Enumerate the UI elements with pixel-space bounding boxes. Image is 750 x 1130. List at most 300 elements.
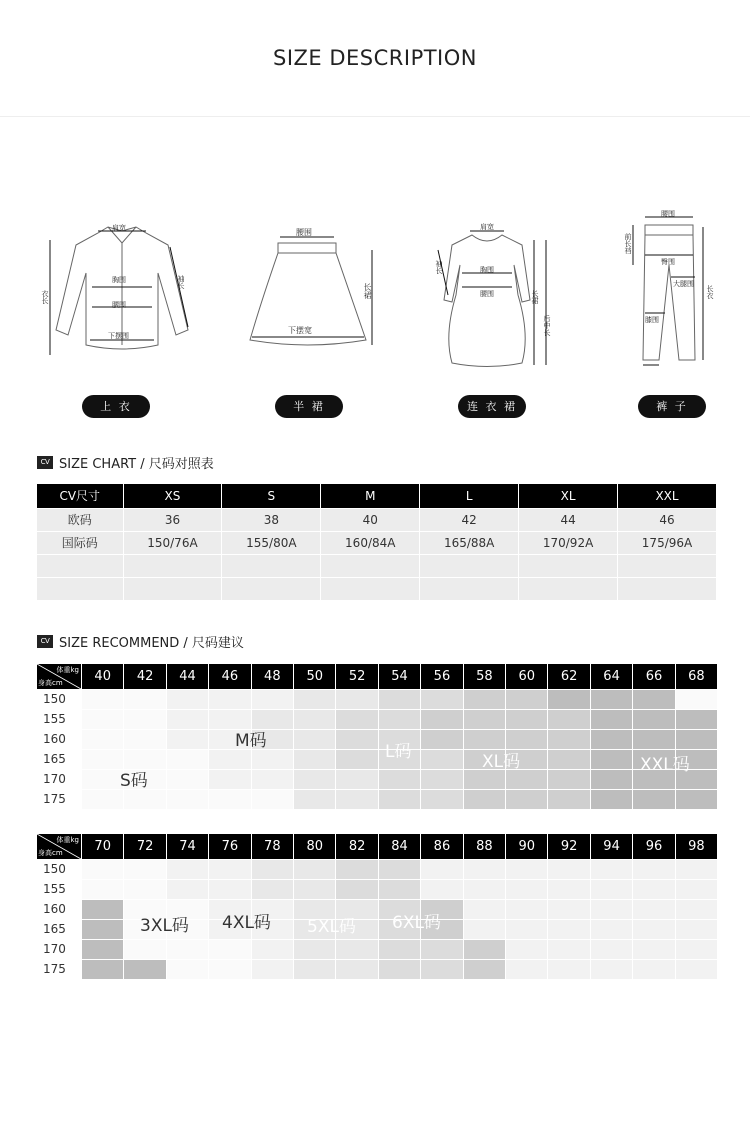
grid-row xyxy=(37,709,717,729)
grid-cell xyxy=(547,859,589,879)
weight-col-header: 48 xyxy=(251,664,293,689)
size-col-header: S xyxy=(222,484,321,508)
height-row-label: 165 xyxy=(37,749,81,769)
grid-cell xyxy=(420,939,462,959)
grid-row xyxy=(37,859,717,879)
grid-cell xyxy=(378,939,420,959)
grid-cell xyxy=(81,789,123,809)
shirt-label-hem: 下摆围 xyxy=(108,332,129,340)
size-col-header: XXL xyxy=(618,484,717,508)
skirt-diagram xyxy=(240,205,380,365)
weight-col-header: 82 xyxy=(335,834,377,859)
grid-cell xyxy=(378,879,420,899)
grid-cell xyxy=(632,689,674,709)
grid-cell xyxy=(81,879,123,899)
grid-cell xyxy=(378,959,420,979)
dress-label-back-length: 后中长 xyxy=(543,315,551,336)
dress-label-chest: 胸围 xyxy=(480,266,494,274)
weight-col-header: 84 xyxy=(378,834,420,859)
shirt-label-chest: 胸围 xyxy=(112,276,126,284)
grid-cell xyxy=(547,689,589,709)
weight-col-header: 56 xyxy=(420,664,462,689)
grid-cell xyxy=(420,729,462,749)
grid-cell xyxy=(463,769,505,789)
grid-cell xyxy=(208,959,250,979)
size-col-header: L xyxy=(420,484,519,508)
shirt-label-length: 衣长 xyxy=(41,290,49,304)
grid-cell xyxy=(675,939,717,959)
size-cell: 170/92A xyxy=(519,531,618,554)
grid-cell xyxy=(590,859,632,879)
grid-cell xyxy=(547,959,589,979)
skirt-label-length: 长裙 xyxy=(363,283,372,299)
grid-cell xyxy=(420,859,462,879)
size-col-header: XS xyxy=(123,484,222,508)
grid-cell xyxy=(123,789,165,809)
grid-cell xyxy=(590,919,632,939)
height-row-label: 170 xyxy=(37,769,81,789)
grid-cell xyxy=(378,709,420,729)
grid-cell xyxy=(293,879,335,899)
grid-row xyxy=(37,919,717,939)
skirt-label-hem: 下摆宽 xyxy=(288,326,312,335)
grid-cell xyxy=(81,689,123,709)
grid-cell xyxy=(251,939,293,959)
size-chart-row xyxy=(37,554,717,577)
grid-cell xyxy=(81,859,123,879)
grid-cell xyxy=(632,939,674,959)
weight-col-header: 42 xyxy=(123,664,165,689)
grid-cell xyxy=(293,859,335,879)
shirt-label-sleeve: 袖长 xyxy=(177,275,185,289)
grid-corner xyxy=(37,664,81,689)
pants-label-knee: 膝围 xyxy=(645,316,659,324)
grid-cell xyxy=(123,859,165,879)
grid-cell xyxy=(293,769,335,789)
size-cell: 40 xyxy=(321,508,420,531)
grid-cell xyxy=(632,789,674,809)
cv-logo-icon: CV xyxy=(37,635,53,648)
size-chart-table xyxy=(37,484,717,600)
grid-cell xyxy=(590,879,632,899)
weight-col-header: 58 xyxy=(463,664,505,689)
size-cell xyxy=(420,554,519,577)
size-recommend-heading-text: SIZE RECOMMEND / 尺码建议 xyxy=(59,635,244,651)
grid-cell xyxy=(251,879,293,899)
grid-cell xyxy=(505,729,547,749)
weight-col-header: 94 xyxy=(590,834,632,859)
height-row-label: 175 xyxy=(37,789,81,809)
grid-cell xyxy=(335,959,377,979)
size-cell: 175/96A xyxy=(618,531,717,554)
weight-col-header: 68 xyxy=(675,664,717,689)
grid-row xyxy=(37,729,717,749)
size-zone-label: M码 xyxy=(235,731,267,751)
grid-cell xyxy=(335,939,377,959)
size-cell xyxy=(618,577,717,600)
grid-cell xyxy=(632,859,674,879)
size-row-label xyxy=(37,554,123,577)
grid-row xyxy=(37,939,717,959)
grid-cell xyxy=(505,899,547,919)
size-cell: 155/80A xyxy=(222,531,321,554)
grid-cell xyxy=(675,899,717,919)
grid-cell xyxy=(335,859,377,879)
grid-cell xyxy=(420,879,462,899)
grid-cell xyxy=(81,959,123,979)
size-cell: 36 xyxy=(123,508,222,531)
grid-cell xyxy=(547,729,589,749)
grid-cell xyxy=(335,769,377,789)
grid-row xyxy=(37,899,717,919)
grid-cell xyxy=(505,939,547,959)
grid-cell xyxy=(463,859,505,879)
grid-cell xyxy=(463,789,505,809)
title-divider xyxy=(0,116,750,117)
grid-cell xyxy=(463,939,505,959)
grid-cell xyxy=(632,959,674,979)
grid-cell xyxy=(293,959,335,979)
grid-cell xyxy=(335,789,377,809)
grid-cell xyxy=(547,769,589,789)
size-recommend-heading xyxy=(37,632,244,650)
grid-cell xyxy=(123,709,165,729)
grid-cell xyxy=(166,689,208,709)
grid-cell xyxy=(166,769,208,789)
grid-cell xyxy=(590,899,632,919)
grid-cell xyxy=(378,689,420,709)
grid-cell xyxy=(335,879,377,899)
grid-row xyxy=(37,789,717,809)
grid-cell xyxy=(547,939,589,959)
weight-col-header: 40 xyxy=(81,664,123,689)
grid-cell xyxy=(547,709,589,729)
skirt-label-waist: 腰围 xyxy=(296,228,312,237)
size-cell xyxy=(420,577,519,600)
size-recommend-grid-2 xyxy=(37,834,717,979)
cv-logo-icon: CV xyxy=(37,456,53,469)
size-col-header: XL xyxy=(519,484,618,508)
grid-cell xyxy=(378,859,420,879)
size-zone-label: 4XL码 xyxy=(222,913,271,933)
grid-cell xyxy=(590,789,632,809)
grid-cell xyxy=(675,789,717,809)
weight-col-header: 72 xyxy=(123,834,165,859)
height-row-label: 160 xyxy=(37,729,81,749)
grid-cell xyxy=(675,919,717,939)
grid-cell xyxy=(293,749,335,769)
grid-cell xyxy=(420,689,462,709)
grid-cell xyxy=(675,729,717,749)
grid-cell xyxy=(420,789,462,809)
grid-cell xyxy=(632,899,674,919)
grid-cell xyxy=(420,769,462,789)
grid-row xyxy=(37,959,717,979)
grid-cell xyxy=(81,769,123,789)
weight-col-header: 86 xyxy=(420,834,462,859)
weight-col-header: 74 xyxy=(166,834,208,859)
size-cell: 160/84A xyxy=(321,531,420,554)
grid-cell xyxy=(81,729,123,749)
grid-cell xyxy=(632,919,674,939)
grid-cell xyxy=(335,689,377,709)
page-title: SIZE DESCRIPTION xyxy=(273,46,477,70)
grid-cell xyxy=(547,789,589,809)
shirt-diagram xyxy=(40,205,200,365)
grid-cell xyxy=(632,729,674,749)
size-cell: 150/76A xyxy=(123,531,222,554)
grid-cell xyxy=(81,709,123,729)
grid-cell xyxy=(463,879,505,899)
grid-cell xyxy=(463,959,505,979)
garment-pill-skirt[interactable]: 半 裙 xyxy=(275,395,343,418)
size-cell xyxy=(519,577,618,600)
corner-height-label: 身高cm xyxy=(38,849,63,857)
garment-pill-pants[interactable]: 裤 子 xyxy=(638,395,706,418)
size-row-label: 欧码 xyxy=(37,508,123,531)
size-cell: 44 xyxy=(519,508,618,531)
corner-weight-label: 体重kg xyxy=(56,666,79,674)
weight-col-header: 78 xyxy=(251,834,293,859)
grid-cell xyxy=(293,709,335,729)
grid-cell xyxy=(208,859,250,879)
grid-cell xyxy=(81,919,123,939)
grid-cell xyxy=(251,859,293,879)
pants-label-length: 长衣 xyxy=(706,285,714,299)
grid-cell xyxy=(81,749,123,769)
weight-col-header: 80 xyxy=(293,834,335,859)
height-row-label: 155 xyxy=(37,879,81,899)
size-cell: 165/88A xyxy=(420,531,519,554)
pants-label-thigh: 大腿围 xyxy=(673,280,694,288)
grid-cell xyxy=(378,789,420,809)
grid-cell xyxy=(251,959,293,979)
weight-col-header: 52 xyxy=(335,664,377,689)
grid-cell xyxy=(251,769,293,789)
grid-cell xyxy=(166,729,208,749)
size-zone-label: L码 xyxy=(385,742,412,762)
grid-cell xyxy=(335,749,377,769)
size-chart-row xyxy=(37,531,717,554)
grid-cell xyxy=(208,749,250,769)
weight-col-header: 50 xyxy=(293,664,335,689)
pants-label-waist: 腰围 xyxy=(661,210,675,218)
height-row-label: 160 xyxy=(37,899,81,919)
grid-cell xyxy=(675,959,717,979)
grid-cell xyxy=(251,789,293,809)
height-row-label: 150 xyxy=(37,859,81,879)
grid-corner xyxy=(37,834,81,859)
grid-cell xyxy=(675,879,717,899)
grid-cell xyxy=(505,709,547,729)
grid-cell xyxy=(505,789,547,809)
grid-cell xyxy=(293,939,335,959)
grid-cell xyxy=(123,959,165,979)
weight-col-header: 70 xyxy=(81,834,123,859)
size-cell xyxy=(123,554,222,577)
grid-cell xyxy=(675,689,717,709)
grid-cell xyxy=(208,689,250,709)
grid-cell xyxy=(208,769,250,789)
grid-cell xyxy=(505,859,547,879)
weight-col-header: 90 xyxy=(505,834,547,859)
size-chart-heading-text: SIZE CHART / 尺码对照表 xyxy=(59,456,214,472)
size-cell xyxy=(321,577,420,600)
grid-cell xyxy=(590,729,632,749)
size-zone-label: XL码 xyxy=(482,752,521,772)
grid-cell xyxy=(123,879,165,899)
grid-cell xyxy=(335,709,377,729)
grid-cell xyxy=(547,899,589,919)
grid-cell xyxy=(166,859,208,879)
weight-col-header: 54 xyxy=(378,664,420,689)
grid-cell xyxy=(590,689,632,709)
grid-cell xyxy=(463,899,505,919)
corner-weight-label: 体重kg xyxy=(56,836,79,844)
grid-cell xyxy=(590,939,632,959)
grid-cell xyxy=(547,879,589,899)
size-zone-label: XXL码 xyxy=(640,755,690,775)
weight-col-header: 88 xyxy=(463,834,505,859)
dress-label-shoulder: 肩宽 xyxy=(480,223,494,231)
grid-cell xyxy=(590,959,632,979)
grid-cell xyxy=(166,939,208,959)
size-cell xyxy=(519,554,618,577)
size-recommend-grid-1 xyxy=(37,664,717,809)
garment-pill-top[interactable]: 上 衣 xyxy=(82,395,150,418)
size-cell xyxy=(222,577,321,600)
size-chart-header-row xyxy=(37,484,717,508)
grid-cell xyxy=(590,769,632,789)
corner-height-label: 身高cm xyxy=(38,679,63,687)
grid-cell xyxy=(293,729,335,749)
size-cell xyxy=(618,554,717,577)
size-cell: 46 xyxy=(618,508,717,531)
size-zone-label: S码 xyxy=(120,771,148,791)
dress-label-waist: 腰围 xyxy=(480,290,494,298)
size-zone-label: 5XL码 xyxy=(307,917,356,937)
pants-label-hip: 臀围 xyxy=(661,258,675,266)
weight-col-header: 92 xyxy=(547,834,589,859)
height-row-label: 165 xyxy=(37,919,81,939)
grid-cell xyxy=(208,939,250,959)
grid-cell xyxy=(293,789,335,809)
grid-cell xyxy=(123,729,165,749)
height-row-label: 155 xyxy=(37,709,81,729)
weight-col-header: 96 xyxy=(632,834,674,859)
grid-cell xyxy=(590,709,632,729)
weight-col-header: 76 xyxy=(208,834,250,859)
height-row-label: 170 xyxy=(37,939,81,959)
height-row-label: 150 xyxy=(37,689,81,709)
pants-label-rise: 前长裆 xyxy=(624,233,632,254)
size-chart-heading xyxy=(37,453,214,471)
grid-cell xyxy=(208,879,250,899)
grid-cell xyxy=(463,919,505,939)
grid-cell xyxy=(547,919,589,939)
size-col-header: M xyxy=(321,484,420,508)
shirt-label-waist: 腰围 xyxy=(112,301,126,309)
size-cell: 38 xyxy=(222,508,321,531)
grid-cell xyxy=(166,879,208,899)
grid-cell xyxy=(420,959,462,979)
grid-cell xyxy=(81,939,123,959)
weight-col-header: 66 xyxy=(632,664,674,689)
grid-cell xyxy=(378,769,420,789)
grid-row xyxy=(37,879,717,899)
grid-cell xyxy=(505,769,547,789)
size-chart-row xyxy=(37,508,717,531)
weight-col-header: 64 xyxy=(590,664,632,689)
grid-header-row xyxy=(37,664,717,689)
size-zone-label: 6XL码 xyxy=(392,913,441,933)
size-cell: 42 xyxy=(420,508,519,531)
grid-cell xyxy=(335,729,377,749)
size-row-label: 国际码 xyxy=(37,531,123,554)
grid-cell xyxy=(251,689,293,709)
grid-cell xyxy=(505,689,547,709)
dress-label-length: 长裙 xyxy=(531,290,539,304)
grid-cell xyxy=(463,729,505,749)
height-row-label: 175 xyxy=(37,959,81,979)
grid-cell xyxy=(123,939,165,959)
grid-cell xyxy=(123,689,165,709)
size-cell xyxy=(321,554,420,577)
garment-diagrams xyxy=(0,205,750,375)
grid-cell xyxy=(420,709,462,729)
weight-col-header: 46 xyxy=(208,664,250,689)
grid-cell xyxy=(505,919,547,939)
weight-col-header: 44 xyxy=(166,664,208,689)
pants-diagram xyxy=(615,205,715,370)
grid-cell xyxy=(463,709,505,729)
grid-cell xyxy=(505,959,547,979)
grid-cell xyxy=(675,709,717,729)
dress-label-sleeve: 袖长 xyxy=(435,260,443,274)
grid-cell xyxy=(208,789,250,809)
grid-header-row xyxy=(37,834,717,859)
shirt-label-shoulder: 肩宽 xyxy=(112,224,126,232)
dress-diagram xyxy=(430,205,560,370)
size-row-label xyxy=(37,577,123,600)
grid-cell xyxy=(632,879,674,899)
grid-cell xyxy=(166,959,208,979)
grid-cell xyxy=(675,859,717,879)
grid-cell xyxy=(463,689,505,709)
size-cell xyxy=(222,554,321,577)
grid-cell xyxy=(166,789,208,809)
grid-cell xyxy=(166,749,208,769)
size-cell xyxy=(123,577,222,600)
size-zone-label: 3XL码 xyxy=(140,916,189,936)
grid-cell xyxy=(420,749,462,769)
grid-cell xyxy=(547,749,589,769)
weight-col-header: 98 xyxy=(675,834,717,859)
grid-cell xyxy=(251,749,293,769)
grid-cell xyxy=(166,709,208,729)
grid-cell xyxy=(632,709,674,729)
grid-cell xyxy=(590,749,632,769)
weight-col-header: 62 xyxy=(547,664,589,689)
grid-row xyxy=(37,689,717,709)
size-col-header: CV尺寸 xyxy=(37,484,123,508)
weight-col-header: 60 xyxy=(505,664,547,689)
garment-pill-dress[interactable]: 连 衣 裙 xyxy=(458,395,526,418)
grid-cell xyxy=(293,689,335,709)
size-chart-row xyxy=(37,577,717,600)
grid-cell xyxy=(505,879,547,899)
grid-cell xyxy=(81,899,123,919)
